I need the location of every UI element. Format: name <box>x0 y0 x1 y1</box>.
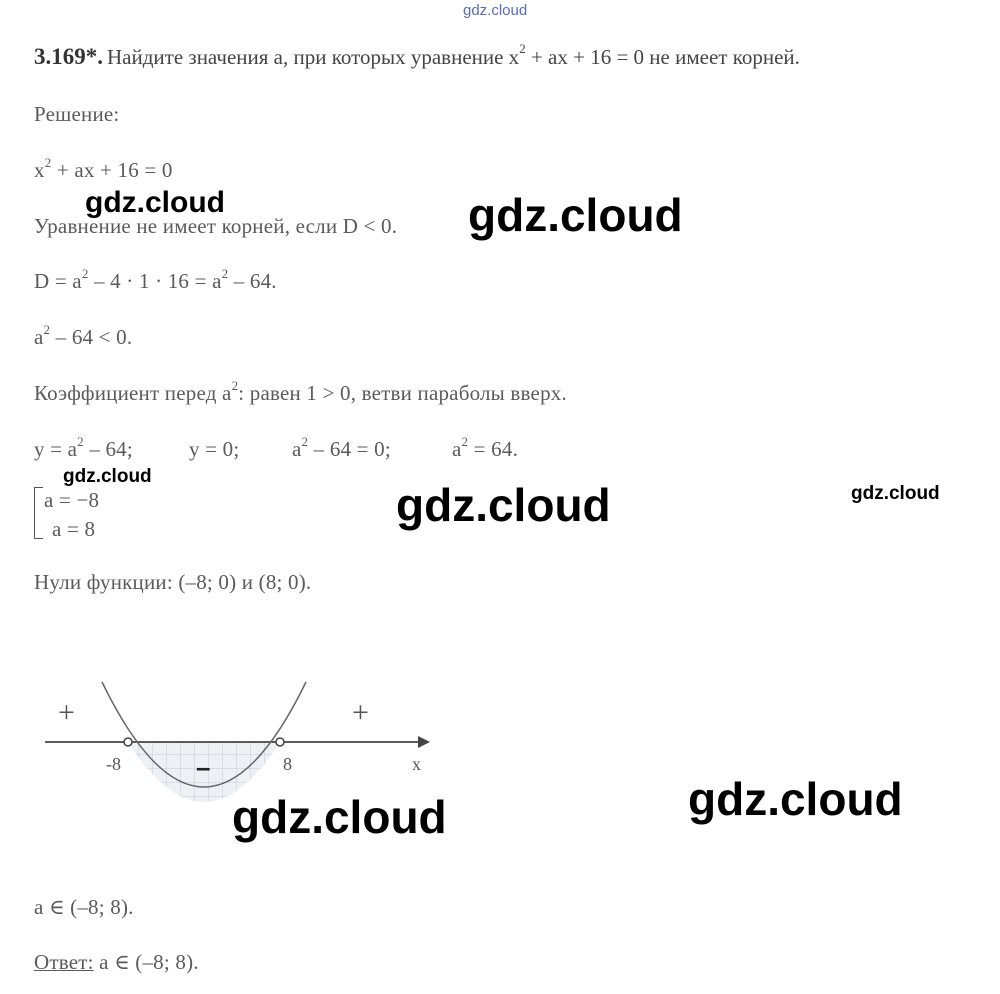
zero-point-left <box>124 738 132 746</box>
inequality-line: $a^2 - 64 < 0$. <box>34 322 133 349</box>
watermark: gdz.cloud <box>468 189 683 241</box>
watermark: gdz.cloud <box>232 791 447 843</box>
coefficient-line: Коэффициент перед $a^2$: равен 1 > 0, ветви параболы вверх. <box>34 378 567 405</box>
watermark-top: gdz.cloud <box>463 2 528 19</box>
problem-text: Найдите значения a, при которых уравнение $x^2$ + ax + 16 = 0 не имеет корней. <box>107 41 800 69</box>
x-axis-arrow-icon <box>418 736 430 748</box>
problem-number: 3.169*. <box>34 44 103 69</box>
watermark: gdz.cloud <box>63 466 152 487</box>
watermark: gdz.cloud <box>688 773 903 825</box>
discriminant-line: $D = a^2 - 4 \cdot 1 \cdot 16 = a^2 - 64$. <box>34 266 277 293</box>
axis-x-label: x <box>412 754 421 774</box>
zero-point-right <box>276 738 284 746</box>
interval-line: a ∈ (–8; 8). <box>34 895 134 919</box>
watermark: gdz.cloud <box>396 479 611 531</box>
problem-statement <box>34 41 800 70</box>
equation-line: $x^2$ + ax + 16 = 0 <box>34 155 173 182</box>
answer-label: Ответ: <box>34 950 94 974</box>
function-line-3: $a^2 - 64 = 0$; <box>292 434 391 461</box>
no-roots-condition: Уравнение не имеет корней, если D < 0. <box>34 214 398 238</box>
minus-label: – <box>196 752 211 782</box>
function-line-2: y = 0; <box>189 437 240 461</box>
watermark: gdz.cloud <box>85 186 225 219</box>
tick-left-label: -8 <box>106 754 121 774</box>
function-line-1: $y = a^2 - 64$; <box>34 434 133 461</box>
function-line-4: $a^2 = 64$. <box>452 434 519 461</box>
plus-right-label: + <box>352 696 369 729</box>
solution-label: Решение: <box>34 102 120 126</box>
tick-right-label: 8 <box>283 754 292 774</box>
roots-bracket <box>34 487 43 539</box>
plus-left-label: + <box>58 696 75 729</box>
root-2: a = 8 <box>52 517 96 541</box>
answer-line <box>34 950 199 975</box>
watermark: gdz.cloud <box>851 483 940 504</box>
root-1: a = −8 <box>44 488 100 512</box>
answer-value: a ∈ (–8; 8). <box>93 950 199 974</box>
zeros-line: Нули функции: (–8; 0) и (8; 0). <box>34 570 312 594</box>
